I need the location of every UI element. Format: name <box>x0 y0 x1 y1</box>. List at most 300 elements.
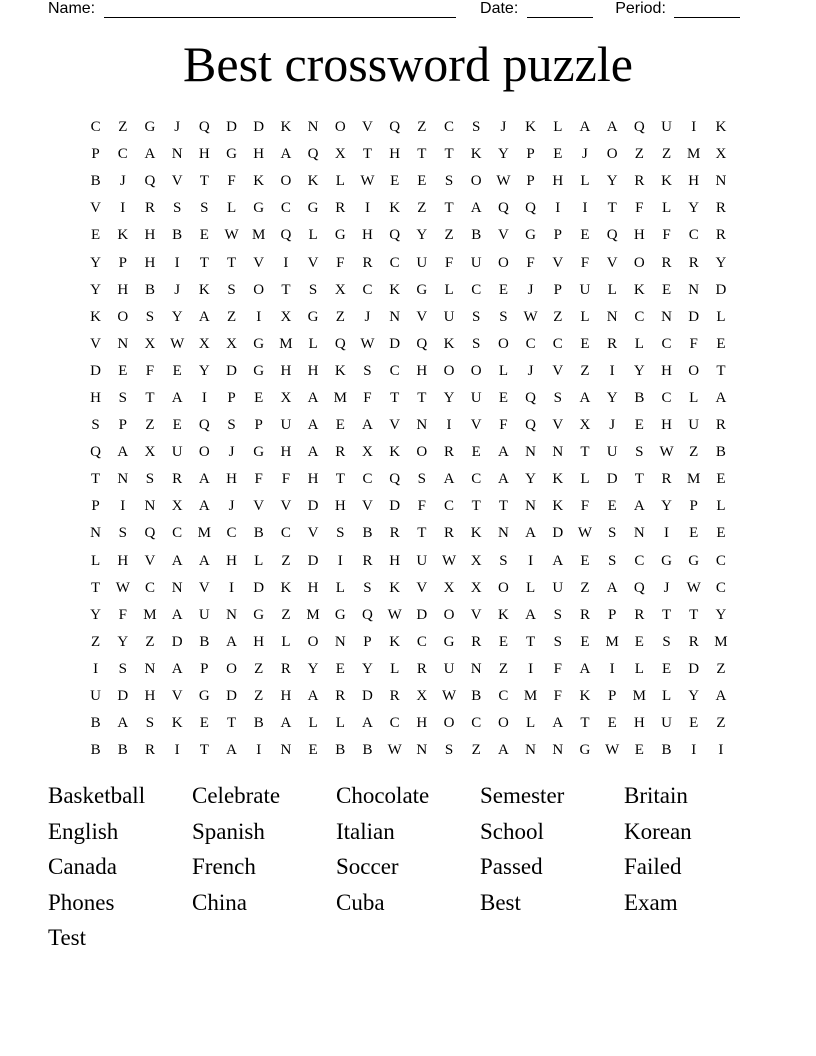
grid-cell[interactable]: E <box>580 335 590 352</box>
grid-cell[interactable]: E <box>199 227 209 244</box>
grid-cell[interactable]: H <box>226 471 237 488</box>
grid-cell[interactable]: N <box>470 660 482 677</box>
grid-cell[interactable]: C <box>552 335 563 352</box>
grid-cell[interactable]: G <box>307 308 319 325</box>
grid-cell[interactable]: R <box>688 633 699 650</box>
grid-cell[interactable]: U <box>198 606 210 623</box>
grid-cell[interactable]: F <box>635 200 644 217</box>
grid-cell[interactable]: Y <box>443 389 455 406</box>
grid-cell[interactable]: A <box>198 308 210 325</box>
name-blank[interactable] <box>104 3 456 18</box>
grid-cell[interactable]: G <box>198 688 210 705</box>
grid-cell[interactable]: H <box>144 254 156 271</box>
grid-cell[interactable]: L <box>661 688 672 705</box>
grid-cell[interactable]: O <box>688 362 700 379</box>
grid-cell[interactable]: O <box>497 715 509 732</box>
grid-cell[interactable]: H <box>117 281 129 298</box>
grid-cell[interactable]: E <box>716 335 726 352</box>
grid-cell[interactable]: L <box>335 715 345 732</box>
grid-cell[interactable]: A <box>579 119 591 136</box>
grid-cell[interactable]: I <box>582 200 588 217</box>
grid-cell[interactable]: U <box>579 281 591 298</box>
grid-cell[interactable]: F <box>254 471 263 488</box>
grid-cell[interactable]: G <box>253 444 265 461</box>
grid-cell[interactable]: Q <box>362 606 373 623</box>
grid-cell[interactable]: A <box>226 633 237 650</box>
grid-cell[interactable]: T <box>199 254 209 271</box>
grid-cell[interactable]: R <box>715 200 726 217</box>
grid-cell[interactable]: H <box>280 444 292 461</box>
grid-cell[interactable]: A <box>715 688 727 705</box>
grid-cell[interactable]: S <box>91 417 100 434</box>
grid-cell[interactable]: O <box>416 444 428 461</box>
grid-cell[interactable]: S <box>553 606 562 623</box>
grid-cell[interactable]: L <box>335 173 345 190</box>
grid-cell[interactable]: B <box>199 633 210 650</box>
grid-cell[interactable]: N <box>416 417 428 434</box>
grid-cell[interactable]: C <box>280 200 291 217</box>
grid-cell[interactable]: S <box>607 525 617 542</box>
grid-cell[interactable]: T <box>199 173 209 190</box>
grid-cell[interactable]: R <box>362 254 373 271</box>
grid-cell[interactable]: N <box>334 633 346 650</box>
grid-cell[interactable]: L <box>634 335 644 352</box>
grid-cell[interactable]: H <box>633 715 645 732</box>
grid-cell[interactable]: N <box>606 308 618 325</box>
grid-cell[interactable]: Y <box>416 227 428 244</box>
grid-cell[interactable]: F <box>580 498 590 515</box>
grid-cell[interactable]: V <box>362 119 373 136</box>
grid-cell[interactable]: L <box>689 389 699 406</box>
grid-cell[interactable]: I <box>364 200 370 217</box>
grid-cell[interactable]: C <box>498 688 509 705</box>
grid-cell[interactable]: E <box>580 552 590 569</box>
grid-cell[interactable]: Y <box>171 308 183 325</box>
grid-cell[interactable]: E <box>172 362 182 379</box>
grid-cell[interactable]: S <box>472 119 481 136</box>
grid-cell[interactable]: C <box>661 389 672 406</box>
grid-cell[interactable]: Q <box>416 335 428 352</box>
grid-cell[interactable]: V <box>171 688 183 705</box>
grid-cell[interactable]: Q <box>606 227 618 244</box>
grid-cell[interactable]: L <box>607 281 617 298</box>
grid-cell[interactable]: Z <box>335 308 345 325</box>
grid-cell[interactable]: Y <box>525 471 537 488</box>
grid-cell[interactable]: R <box>607 335 618 352</box>
grid-cell[interactable]: S <box>444 173 454 190</box>
grid-cell[interactable]: X <box>362 444 373 461</box>
grid-cell[interactable]: J <box>364 308 371 325</box>
grid-cell[interactable]: R <box>335 200 346 217</box>
grid-cell[interactable]: V <box>470 606 482 623</box>
grid-cell[interactable]: K <box>633 281 645 298</box>
grid-cell[interactable]: Q <box>525 200 537 217</box>
grid-cell[interactable]: Z <box>580 579 590 596</box>
grid-cell[interactable]: O <box>633 254 645 271</box>
grid-cell[interactable]: F <box>336 254 345 271</box>
grid-cell[interactable]: Z <box>444 227 454 244</box>
grid-cell[interactable]: M <box>252 227 266 244</box>
grid-cell[interactable]: S <box>662 633 671 650</box>
grid-cell[interactable]: R <box>688 254 699 271</box>
grid-cell[interactable]: Y <box>117 633 129 650</box>
grid-cell[interactable]: K <box>280 579 292 596</box>
grid-cell[interactable]: R <box>389 688 400 705</box>
grid-cell[interactable]: Z <box>689 444 699 461</box>
grid-cell[interactable]: A <box>579 660 591 677</box>
grid-cell[interactable]: Q <box>144 525 156 542</box>
grid-cell[interactable]: B <box>253 715 264 732</box>
grid-cell[interactable]: C <box>525 335 536 352</box>
grid-cell[interactable]: S <box>172 200 182 217</box>
grid-cell[interactable]: M <box>279 335 293 352</box>
grid-cell[interactable]: T <box>226 254 237 271</box>
grid-cell[interactable]: X <box>443 579 455 596</box>
grid-cell[interactable]: Q <box>198 417 210 434</box>
grid-cell[interactable]: G <box>253 362 265 379</box>
grid-cell[interactable]: V <box>307 254 319 271</box>
grid-cell[interactable]: V <box>552 254 564 271</box>
grid-cell[interactable]: G <box>416 281 428 298</box>
grid-cell[interactable]: L <box>335 579 345 596</box>
grid-cell[interactable]: A <box>579 389 591 406</box>
grid-cell[interactable]: P <box>607 688 617 705</box>
grid-cell[interactable]: U <box>171 444 183 461</box>
grid-cell[interactable]: U <box>661 119 672 136</box>
grid-cell[interactable]: I <box>256 742 262 759</box>
grid-cell[interactable]: R <box>144 200 155 217</box>
grid-cell[interactable]: V <box>90 335 102 352</box>
period-blank[interactable] <box>674 3 740 18</box>
grid-cell[interactable]: Y <box>90 281 102 298</box>
grid-cell[interactable]: Z <box>553 308 563 325</box>
grid-cell[interactable]: L <box>254 552 264 569</box>
grid-cell[interactable]: K <box>661 173 672 190</box>
grid-cell[interactable]: C <box>471 471 482 488</box>
grid-cell[interactable]: V <box>416 308 428 325</box>
grid-cell[interactable]: L <box>716 498 726 515</box>
grid-cell[interactable]: X <box>280 389 292 406</box>
grid-cell[interactable]: D <box>416 606 428 623</box>
grid-cell[interactable]: T <box>607 200 617 217</box>
grid-cell[interactable]: T <box>498 498 508 515</box>
grid-cell[interactable]: N <box>688 281 700 298</box>
grid-cell[interactable]: U <box>688 417 700 434</box>
grid-cell[interactable]: B <box>172 227 183 244</box>
grid-cell[interactable]: W <box>686 579 701 596</box>
grid-cell[interactable]: K <box>525 119 537 136</box>
grid-cell[interactable]: N <box>226 606 237 623</box>
grid-cell[interactable]: V <box>90 200 102 217</box>
grid-cell[interactable]: O <box>443 715 455 732</box>
grid-cell[interactable]: A <box>198 471 210 488</box>
grid-cell[interactable]: Y <box>497 146 509 163</box>
grid-cell[interactable]: C <box>688 227 699 244</box>
grid-cell[interactable]: D <box>253 119 265 136</box>
grid-cell[interactable]: G <box>334 227 346 244</box>
grid-cell[interactable]: I <box>120 498 126 515</box>
grid-cell[interactable]: T <box>716 362 726 379</box>
grid-cell[interactable]: S <box>553 389 562 406</box>
grid-cell[interactable]: Q <box>525 389 537 406</box>
grid-cell[interactable]: K <box>253 173 265 190</box>
grid-cell[interactable]: M <box>632 688 647 705</box>
grid-cell[interactable]: I <box>93 660 99 677</box>
grid-cell[interactable]: F <box>363 389 372 406</box>
grid-cell[interactable]: Q <box>307 146 319 163</box>
grid-cell[interactable]: D <box>171 633 183 650</box>
grid-cell[interactable]: Q <box>497 200 509 217</box>
grid-cell[interactable]: Z <box>118 119 128 136</box>
grid-cell[interactable]: S <box>227 281 236 298</box>
grid-cell[interactable]: B <box>253 525 264 542</box>
grid-cell[interactable]: X <box>715 146 727 163</box>
grid-cell[interactable]: G <box>688 552 700 569</box>
grid-cell[interactable]: W <box>523 308 538 325</box>
grid-cell[interactable]: Y <box>606 389 618 406</box>
grid-cell[interactable]: R <box>579 606 590 623</box>
grid-cell[interactable]: H <box>389 146 401 163</box>
grid-cell[interactable]: F <box>444 254 454 271</box>
grid-cell[interactable]: F <box>417 498 427 515</box>
grid-cell[interactable]: C <box>634 552 645 569</box>
grid-cell[interactable]: N <box>171 146 183 163</box>
grid-cell[interactable]: N <box>171 579 183 596</box>
grid-cell[interactable]: E <box>580 633 590 650</box>
grid-cell[interactable]: G <box>253 335 265 352</box>
grid-cell[interactable]: D <box>606 471 618 488</box>
grid-cell[interactable]: O <box>117 308 129 325</box>
grid-cell[interactable]: Z <box>661 146 672 163</box>
grid-cell[interactable]: E <box>91 227 101 244</box>
grid-cell[interactable]: H <box>117 552 129 569</box>
grid-cell[interactable]: U <box>661 715 672 732</box>
grid-cell[interactable]: X <box>171 498 183 515</box>
grid-cell[interactable]: A <box>715 389 727 406</box>
grid-cell[interactable]: G <box>144 119 156 136</box>
grid-cell[interactable]: P <box>118 417 127 434</box>
grid-cell[interactable]: D <box>226 362 237 379</box>
grid-cell[interactable]: K <box>579 688 591 705</box>
grid-cell[interactable]: S <box>145 715 155 732</box>
grid-cell[interactable]: A <box>198 498 210 515</box>
grid-cell[interactable]: B <box>117 742 128 759</box>
grid-cell[interactable]: N <box>633 525 645 542</box>
grid-cell[interactable]: A <box>307 417 319 434</box>
grid-cell[interactable]: U <box>416 254 428 271</box>
grid-cell[interactable]: D <box>253 579 265 596</box>
grid-cell[interactable]: W <box>387 742 402 759</box>
grid-cell[interactable]: N <box>552 742 564 759</box>
grid-cell[interactable]: Z <box>254 660 264 677</box>
grid-cell[interactable]: G <box>307 200 319 217</box>
grid-cell[interactable]: F <box>553 660 562 677</box>
grid-cell[interactable]: A <box>633 498 645 515</box>
grid-cell[interactable]: W <box>441 688 457 705</box>
grid-cell[interactable]: T <box>580 444 590 461</box>
grid-cell[interactable]: R <box>634 606 645 623</box>
grid-cell[interactable]: W <box>115 579 130 596</box>
grid-cell[interactable]: V <box>253 254 265 271</box>
grid-cell[interactable]: Y <box>633 362 645 379</box>
grid-cell[interactable]: C <box>715 579 726 596</box>
grid-cell[interactable]: S <box>336 525 345 542</box>
grid-cell[interactable]: L <box>580 471 590 488</box>
grid-cell[interactable]: T <box>91 579 101 596</box>
grid-cell[interactable]: B <box>90 173 101 190</box>
grid-cell[interactable]: A <box>606 119 618 136</box>
grid-cell[interactable]: W <box>659 444 674 461</box>
grid-cell[interactable]: R <box>661 254 672 271</box>
grid-cell[interactable]: P <box>607 606 617 623</box>
grid-cell[interactable]: D <box>307 498 319 515</box>
grid-cell[interactable]: Y <box>715 254 727 271</box>
grid-cell[interactable]: U <box>470 254 482 271</box>
grid-cell[interactable]: J <box>663 579 670 596</box>
grid-cell[interactable]: M <box>687 471 701 488</box>
grid-cell[interactable]: V <box>416 579 428 596</box>
grid-cell[interactable]: Y <box>90 606 102 623</box>
grid-cell[interactable]: I <box>201 389 207 406</box>
grid-cell[interactable]: I <box>229 579 235 596</box>
grid-cell[interactable]: H <box>334 498 346 515</box>
grid-cell[interactable]: I <box>283 254 289 271</box>
grid-cell[interactable]: T <box>526 633 536 650</box>
grid-cell[interactable]: A <box>307 389 319 406</box>
grid-cell[interactable]: B <box>362 525 373 542</box>
grid-cell[interactable]: E <box>308 742 318 759</box>
grid-cell[interactable]: H <box>416 715 428 732</box>
grid-cell[interactable]: O <box>198 444 210 461</box>
grid-cell[interactable]: T <box>689 606 699 623</box>
grid-cell[interactable]: L <box>634 660 644 677</box>
grid-cell[interactable]: Q <box>389 471 401 488</box>
grid-cell[interactable]: Y <box>688 688 700 705</box>
grid-cell[interactable]: P <box>526 173 535 190</box>
grid-cell[interactable]: I <box>256 308 262 325</box>
grid-cell[interactable]: N <box>144 498 156 515</box>
grid-cell[interactable]: A <box>171 660 183 677</box>
grid-cell[interactable]: I <box>691 742 697 759</box>
grid-cell[interactable]: E <box>716 525 726 542</box>
grid-cell[interactable]: O <box>497 254 509 271</box>
grid-cell[interactable]: T <box>417 146 427 163</box>
grid-cell[interactable]: J <box>119 173 126 190</box>
grid-cell[interactable]: E <box>471 444 481 461</box>
grid-cell[interactable]: Y <box>307 660 319 677</box>
grid-cell[interactable]: Q <box>280 227 292 244</box>
grid-cell[interactable]: R <box>715 417 726 434</box>
grid-cell[interactable]: N <box>90 525 102 542</box>
grid-cell[interactable]: P <box>200 660 209 677</box>
grid-cell[interactable]: G <box>443 633 455 650</box>
grid-cell[interactable]: S <box>607 552 617 569</box>
grid-cell[interactable]: H <box>280 362 292 379</box>
grid-cell[interactable]: T <box>661 606 672 623</box>
grid-cell[interactable]: K <box>497 606 509 623</box>
grid-cell[interactable]: X <box>144 444 156 461</box>
grid-cell[interactable]: I <box>609 660 615 677</box>
grid-cell[interactable]: N <box>715 173 727 190</box>
grid-cell[interactable]: T <box>362 146 373 163</box>
grid-cell[interactable]: O <box>606 146 618 163</box>
grid-cell[interactable]: X <box>470 579 482 596</box>
grid-cell[interactable]: E <box>661 281 672 298</box>
grid-cell[interactable]: I <box>174 742 180 759</box>
grid-cell[interactable]: D <box>226 688 237 705</box>
grid-cell[interactable]: Y <box>715 606 727 623</box>
grid-cell[interactable]: D <box>552 525 564 542</box>
grid-cell[interactable]: P <box>553 281 562 298</box>
grid-cell[interactable]: T <box>444 146 454 163</box>
grid-cell[interactable]: D <box>688 308 700 325</box>
grid-cell[interactable]: U <box>443 308 455 325</box>
grid-cell[interactable]: L <box>308 715 318 732</box>
grid-cell[interactable]: W <box>387 606 402 623</box>
grid-cell[interactable]: Z <box>716 660 726 677</box>
grid-cell[interactable]: W <box>441 552 457 569</box>
grid-cell[interactable]: V <box>307 525 319 542</box>
grid-cell[interactable]: K <box>552 471 564 488</box>
grid-cell[interactable]: T <box>281 281 291 298</box>
grid-cell[interactable]: D <box>90 362 102 379</box>
grid-cell[interactable]: E <box>254 389 264 406</box>
grid-cell[interactable]: I <box>446 417 452 434</box>
grid-cell[interactable]: L <box>716 308 726 325</box>
grid-cell[interactable]: N <box>280 742 292 759</box>
grid-cell[interactable]: W <box>496 173 511 190</box>
grid-cell[interactable]: F <box>662 227 671 244</box>
grid-cell[interactable]: E <box>335 417 345 434</box>
grid-cell[interactable]: I <box>174 254 180 271</box>
grid-cell[interactable]: U <box>606 444 618 461</box>
grid-cell[interactable]: B <box>471 688 482 705</box>
grid-cell[interactable]: A <box>171 389 183 406</box>
grid-cell[interactable]: K <box>389 200 401 217</box>
grid-cell[interactable]: F <box>281 471 291 488</box>
grid-cell[interactable]: E <box>553 146 563 163</box>
grid-cell[interactable]: S <box>553 633 562 650</box>
grid-cell[interactable]: T <box>145 389 155 406</box>
grid-cell[interactable]: E <box>689 715 699 732</box>
grid-cell[interactable]: M <box>605 633 619 650</box>
grid-cell[interactable]: X <box>579 417 591 434</box>
grid-cell[interactable]: X <box>226 335 237 352</box>
grid-cell[interactable]: Q <box>633 119 645 136</box>
grid-cell[interactable]: J <box>174 119 181 136</box>
grid-cell[interactable]: J <box>228 498 235 515</box>
grid-cell[interactable]: C <box>444 119 455 136</box>
grid-cell[interactable]: I <box>337 552 343 569</box>
grid-cell[interactable]: C <box>172 525 183 542</box>
grid-cell[interactable]: H <box>307 362 319 379</box>
grid-cell[interactable]: K <box>307 173 319 190</box>
grid-cell[interactable]: S <box>472 308 481 325</box>
grid-cell[interactable]: G <box>253 200 265 217</box>
grid-cell[interactable]: C <box>362 281 373 298</box>
grid-cell[interactable]: M <box>714 633 728 650</box>
grid-cell[interactable]: Q <box>90 444 102 461</box>
grid-cell[interactable]: S <box>308 281 318 298</box>
grid-cell[interactable]: C <box>634 308 645 325</box>
grid-cell[interactable]: B <box>715 444 726 461</box>
grid-cell[interactable]: Y <box>198 362 210 379</box>
grid-cell[interactable]: R <box>661 471 672 488</box>
grid-cell[interactable]: K <box>389 633 401 650</box>
grid-cell[interactable]: K <box>389 579 401 596</box>
grid-cell[interactable]: F <box>145 362 155 379</box>
grid-cell[interactable]: Q <box>334 335 346 352</box>
